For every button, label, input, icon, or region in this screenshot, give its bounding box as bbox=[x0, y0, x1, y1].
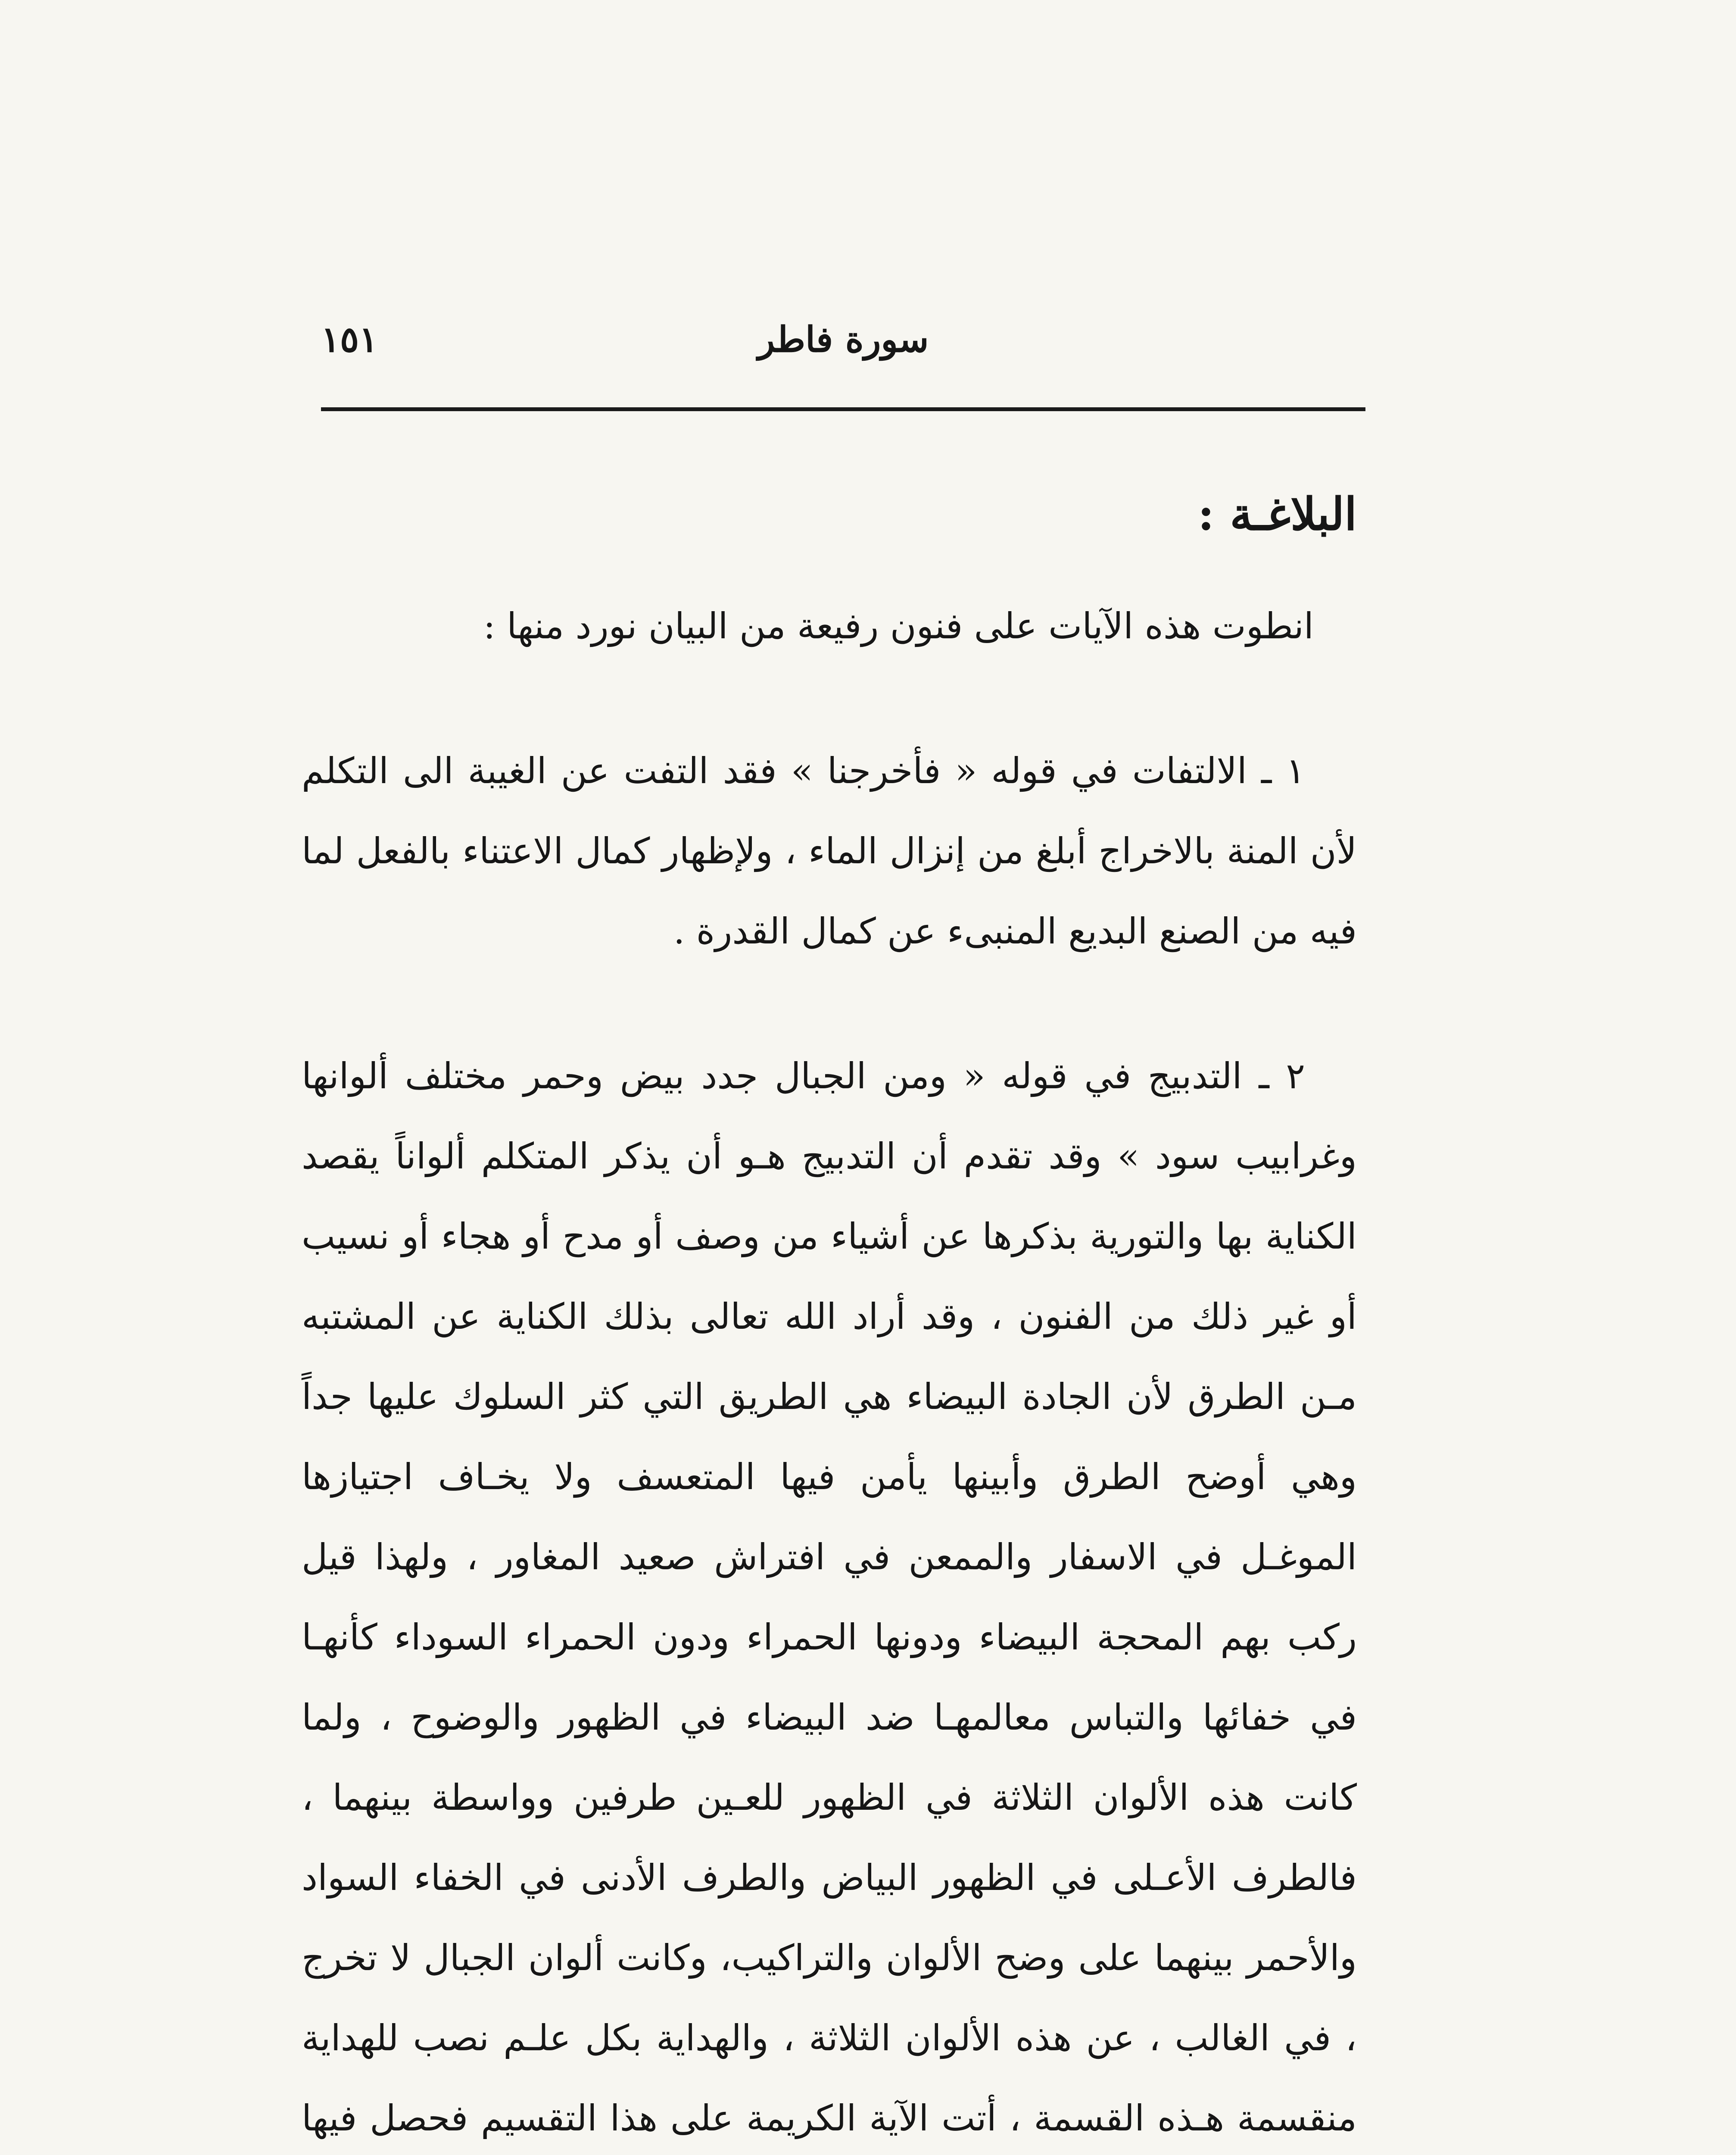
intro-paragraph: انطوت هذه الآيات على فنون رفيعة من البيان نورد منها : bbox=[483, 605, 1314, 647]
paragraph-one: ١ ـ الالتفات في قوله « فأخرجنا » فقد التفت عن الغيبة الى التكلم لأن المنة بالاخراج أبلغ من إنزال الماء ، ولإظهار كمال الاعتناء بالفعل لما فيه من الصنع البديع المنبىء عن كمال القدرة . bbox=[302, 750, 1357, 952]
section-heading: البلاغـة : bbox=[1197, 487, 1357, 541]
running-header bbox=[321, 319, 1365, 392]
header-rule bbox=[321, 407, 1365, 411]
chapter-title: سورة فاطر bbox=[757, 319, 929, 360]
paragraph-two: ٢ ـ التدبيج في قوله « ومن الجبال جدد بيض وحمر مختلف ألوانها وغرابيب سود » وقد تقدم أن التدبيج هـو أن يذكر المتكلم ألواناً يقصد الكناية بها والتورية بذكرها عن أشياء من وصف أو مدح أو هجاء أو نسيب أو غير ذلك من الفنون ، وقد أراد الله تعالى بذلك الكناية عن المشتبه مـن الطرق لأن الجادة البيضاء هي الطريق التي كثر السلوك عليها جداً وهي أوضح الطرق وأبينها يأمن فيها المتعسف ولا يخـاف اجتيازها الموغـل في الاسفار والممعن في افتراش صعيد المغاور ، ولهذا قيل ركب بهم المحجة البيضاء ودونها الحمراء ودون الحمراء السوداء كأنهـا في خفائها والتباس معالمهـا ضد البيضاء في الظهور والوضوح ، ولما كانت هذه الألوان الثلاثة في الظهور للعـين طرفين وواسطة بينهما ، فالطرف الأعـلى في الظهور البياض والطرف الأدنى في الخفاء السواد والأحمر بينهما على وضح الألوان والتراكيب، وكانت ألوان الجبال لا تخرج ، في الغالب ، عن هذه الألوان الثلاثة ، والهداية بكل علـم نصب للهداية منقسمة هـذه القسمة ، أتت الآية الكريمة على هذا التقسيم فحصل فيها bbox=[302, 1055, 1357, 2139]
body-text bbox=[302, 586, 1357, 2155]
page-number: ١٥١ bbox=[321, 319, 378, 360]
